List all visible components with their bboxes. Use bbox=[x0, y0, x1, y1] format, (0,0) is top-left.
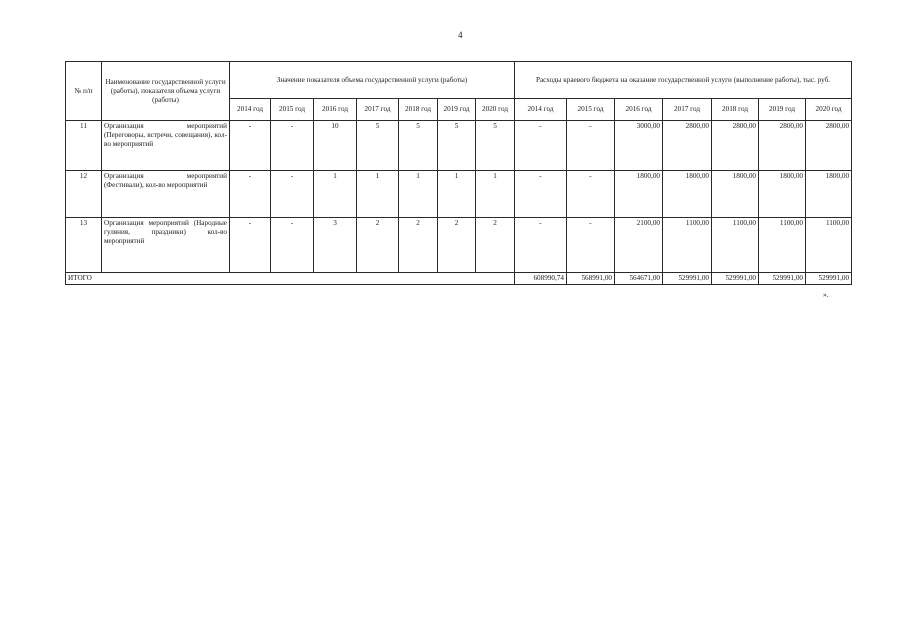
header-row-number: № п/п bbox=[66, 62, 102, 121]
expense-cell: 1100,00 bbox=[712, 218, 759, 273]
total-label: ИТОГО bbox=[66, 273, 515, 285]
volume-cell: 5 bbox=[357, 121, 399, 171]
table-row bbox=[66, 121, 852, 171]
volume-cell: 2 bbox=[399, 218, 438, 273]
total-expense-cell: 529991,00 bbox=[806, 273, 852, 285]
row-number: 11 bbox=[66, 121, 102, 171]
expense-cell: - bbox=[515, 121, 567, 171]
volume-cell: 5 bbox=[438, 121, 476, 171]
expense-cell: 1800,00 bbox=[663, 171, 712, 218]
header-volume-year: 2016 год bbox=[314, 99, 357, 121]
expense-cell: 3000,00 bbox=[615, 121, 663, 171]
header-service-name: Наименование государственной услуги (работы), показателя объема услуги (работы) bbox=[102, 62, 230, 121]
volume-cell: 2 bbox=[357, 218, 399, 273]
header-expense-year: 2018 год bbox=[712, 99, 759, 121]
header-expense-year: 2015 год bbox=[567, 99, 615, 121]
volume-cell: 2 bbox=[476, 218, 515, 273]
header-expense-year: 2019 год bbox=[759, 99, 806, 121]
volume-cell: - bbox=[271, 218, 314, 273]
header-expense-group: Расходы краевого бюджета на оказание государственной услуги (выполнение работы), тыс. руб. bbox=[515, 62, 852, 99]
volume-cell: 1 bbox=[476, 171, 515, 218]
volume-cell: 1 bbox=[399, 171, 438, 218]
total-expense-cell: 568991,00 bbox=[567, 273, 615, 285]
volume-cell: - bbox=[271, 171, 314, 218]
volume-cell: - bbox=[230, 218, 271, 273]
total-expense-cell: 529991,00 bbox=[712, 273, 759, 285]
header-volume-year: 2014 год bbox=[230, 99, 271, 121]
volume-cell: 1 bbox=[357, 171, 399, 218]
service-name: Организация мероприятий (Фестивали), кол-во мероприятий bbox=[102, 171, 230, 218]
expense-cell: 2800,00 bbox=[806, 121, 852, 171]
table-row bbox=[66, 218, 852, 273]
volume-cell: 2 bbox=[438, 218, 476, 273]
header-expense-year: 2017 год bbox=[663, 99, 712, 121]
volume-cell: - bbox=[230, 171, 271, 218]
volume-cell: - bbox=[271, 121, 314, 171]
volume-cell: 1 bbox=[314, 171, 357, 218]
header-volume-year: 2017 год bbox=[357, 99, 399, 121]
header-expense-year: 2014 год bbox=[515, 99, 567, 121]
expense-cell: - bbox=[567, 218, 615, 273]
total-expense-cell: 564671,00 bbox=[615, 273, 663, 285]
header-volume-year: 2018 год bbox=[399, 99, 438, 121]
row-number: 12 bbox=[66, 171, 102, 218]
header-volume-year: 2020 год bbox=[476, 99, 515, 121]
budget-table bbox=[65, 61, 852, 285]
header-volume-year: 2015 год bbox=[271, 99, 314, 121]
expense-cell: 2100,00 bbox=[615, 218, 663, 273]
expense-cell: 2800,00 bbox=[663, 121, 712, 171]
closing-quote-mark: ». bbox=[823, 290, 829, 299]
expense-cell: 1800,00 bbox=[759, 171, 806, 218]
volume-cell: 1 bbox=[438, 171, 476, 218]
row-number: 13 bbox=[66, 218, 102, 273]
expense-cell: 1800,00 bbox=[615, 171, 663, 218]
total-row bbox=[66, 273, 852, 285]
volume-cell: 10 bbox=[314, 121, 357, 171]
expense-cell: 1100,00 bbox=[806, 218, 852, 273]
expense-cell: 1800,00 bbox=[806, 171, 852, 218]
header-expense-year: 2020 год bbox=[806, 99, 852, 121]
expense-cell: - bbox=[567, 171, 615, 218]
expense-cell: 1100,00 bbox=[759, 218, 806, 273]
header-expense-year: 2016 год bbox=[615, 99, 663, 121]
service-name: Организация мероприятий (Переговоры, встречи, совещания), кол-во мероприятий bbox=[102, 121, 230, 171]
total-expense-cell: 529991,00 bbox=[759, 273, 806, 285]
expense-cell: 2800,00 bbox=[712, 121, 759, 171]
table-row bbox=[66, 171, 852, 218]
header-volume-year: 2019 год bbox=[438, 99, 476, 121]
volume-cell: - bbox=[230, 121, 271, 171]
volume-cell: 3 bbox=[314, 218, 357, 273]
total-expense-cell: 608990,74 bbox=[515, 273, 567, 285]
total-expense-cell: 529991,00 bbox=[663, 273, 712, 285]
expense-cell: 1800,00 bbox=[712, 171, 759, 218]
header-volume-group: Значение показателя объема государственной услуги (работы) bbox=[230, 62, 515, 99]
expense-cell: - bbox=[567, 121, 615, 171]
expense-cell: - bbox=[515, 218, 567, 273]
page-number: 4 bbox=[458, 30, 463, 40]
expense-cell: 2800,00 bbox=[759, 121, 806, 171]
volume-cell: 5 bbox=[476, 121, 515, 171]
expense-cell: - bbox=[515, 171, 567, 218]
volume-cell: 5 bbox=[399, 121, 438, 171]
expense-cell: 1100,00 bbox=[663, 218, 712, 273]
service-name: Организация мероприятий (Народные гуляния, праздники) кол-во мероприятий bbox=[102, 218, 230, 273]
